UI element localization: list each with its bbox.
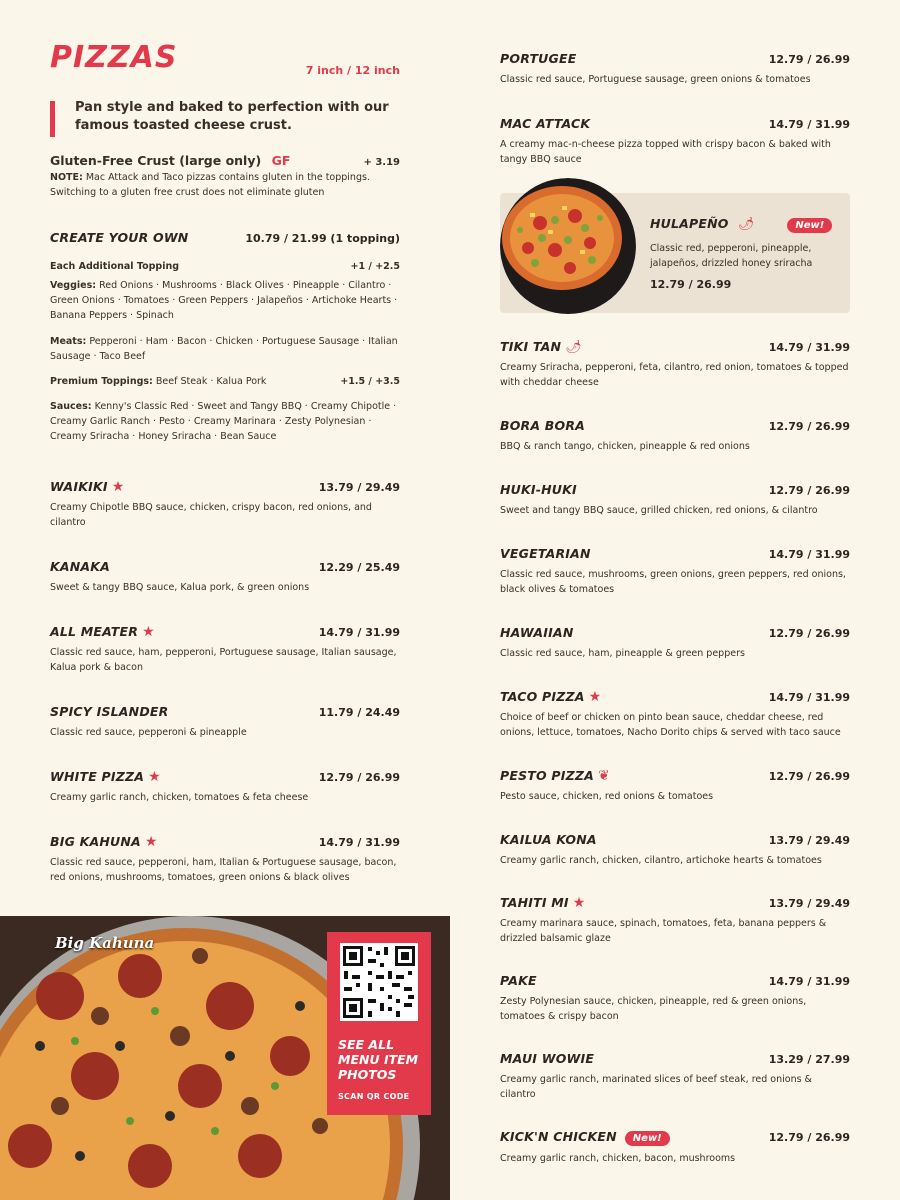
gluten-free-label-wrap [50,153,290,168]
menu-item-name: HAWAIIAN [500,625,574,640]
gluten-free-price: + 3.19 [363,157,400,168]
star-icon: ★ [142,624,155,640]
menu-item-title-wrap [50,766,161,785]
menu-item-title-wrap [500,765,610,784]
menu-item [500,765,850,804]
menu-item [500,970,850,1024]
scan-qr-label: SCAN QR CODE [338,1092,410,1101]
featured-price: 12.79 / 26.99 [650,278,732,291]
menu-item-title-wrap [500,113,590,132]
menu-item-name: BIG KAHUNA [50,834,141,849]
menu-item-price: 12.79 / 26.99 [768,420,850,433]
menu-item-header [50,556,400,575]
menu-item-price: 12.79 / 26.99 [768,627,850,640]
premium-row [50,374,400,389]
menu-item-name: TAHITI MI [500,895,569,910]
menu-item-name: VEGETARIAN [500,546,591,561]
menu-item-name: KICK'N CHICKEN [500,1129,617,1144]
menu-item-title-wrap [500,622,574,641]
menu-item-price: 12.79 / 26.99 [768,1131,850,1144]
menu-item-name: BORA BORA [500,418,586,433]
premium-wrap [50,374,266,389]
menu-item-header [500,415,850,434]
menu-item-name: TACO PIZZA [500,689,585,704]
menu-item-price: 14.79 / 31.99 [318,836,400,849]
menu-item [50,476,400,530]
menu-item [500,543,850,597]
menu-item [50,831,400,885]
menu-item-title-wrap [500,829,597,848]
menu-item-title-wrap [50,701,169,720]
menu-item [500,829,850,868]
sauces-list [50,399,400,444]
gluten-free-note [50,170,400,200]
menu-item [50,701,400,740]
menu-item [50,556,400,595]
qr-cta-text[interactable]: SEE ALL MENU ITEM PHOTOS [338,1037,419,1082]
menu-item [500,686,850,740]
menu-item-header [500,892,850,911]
star-icon: ★ [588,689,602,705]
menu-item [500,479,850,518]
chili-pepper-icon: 🌶 [565,340,582,355]
menu-item-price: 12.79 / 26.99 [318,771,400,784]
menu-item-header [500,1126,850,1146]
intro-text: Pan style and baked to perfection with our famous toasted cheese crust. [75,100,389,133]
menu-item [50,766,400,805]
sauces-label: Sauces: [50,401,92,412]
menu-item [500,336,850,390]
meats-text: Pepperoni · Ham · Bacon · Chicken · Portuguese Sausage · Italian Sausage · Taco Beef [50,336,398,362]
menu-item-desc: Classic red sauce, ham, pepperoni, Portuguese sausage, Italian sausage, Kalua pork & bacon [50,647,397,673]
meats-list [50,334,400,364]
menu-item-desc: BBQ & ranch tango, chicken, pineapple & red onions [500,441,750,452]
menu-item-header [50,476,400,495]
gf-tag: GF [271,153,291,168]
featured-body [650,213,845,291]
featured-pizza-image [500,178,636,314]
menu-item-name: HUKI-HUKI [500,482,577,497]
menu-item-name: WHITE PIZZA [50,769,145,784]
menu-item-price: 13.79 / 29.49 [768,897,850,910]
menu-item [500,1048,850,1102]
additional-topping-price: +1 / +2.5 [350,261,400,272]
chili-pepper-icon: 🌶 [737,217,755,232]
premium-price: +1.5 / +3.5 [340,376,400,387]
star-icon: ★ [144,834,158,850]
menu-item-title-wrap [500,336,582,355]
menu-item [500,622,850,661]
menu-item-price: 14.79 / 31.99 [768,341,850,354]
note-text: Mac Attack and Taco pizzas contains gluten in the toppings. Switching to a gluten free crust does not eliminate gluten [50,172,370,198]
menu-item-title-wrap [500,1126,670,1146]
size-legend: 7 inch / 12 inch [305,64,400,77]
menu-item-name: MAUI WOWIE [500,1051,595,1066]
menu-item-desc: Classic red sauce, Portuguese sausage, green onions & tomatoes [500,74,811,85]
menu-item-desc: Classic red sauce, pepperoni & pineapple [50,727,247,738]
menu-item-header [500,765,850,784]
star-icon: ★ [572,895,586,911]
menu-item-header [500,1048,850,1067]
menu-item-header [50,701,400,720]
vegetarian-leaf-icon: ❦ [598,768,610,784]
menu-item-name: ALL MEATER [50,624,139,639]
photo-caption: Big Kahuna [55,934,155,952]
featured-name: HULAPEÑO [650,216,729,231]
menu-item-header [500,113,850,132]
menu-item-name: MAC ATTACK [500,116,591,131]
menu-item-name: TIKI TAN [500,339,562,354]
menu-item-title-wrap [500,970,537,989]
premium-label: Premium Toppings: [50,376,153,387]
qr-code-icon[interactable] [340,943,418,1021]
note-label: NOTE: [50,172,83,183]
page-title: PIZZAS [50,40,178,75]
new-badge: New! [625,1131,670,1146]
menu-item-header [500,686,850,705]
menu-item [500,113,850,167]
menu-item-desc: Classic red sauce, pepperoni, ham, Italian & Portuguese sausage, bacon, red onions, mushrooms, tomatoes, green onions & black olives [50,857,397,883]
menu-item-header [500,479,850,498]
menu-item-desc: Creamy marinara sauce, spinach, tomatoes, feta, banana peppers & drizzled balsamic glaze [500,918,827,944]
menu-item-desc: Creamy garlic ranch, chicken, bacon, mushrooms [500,1153,736,1164]
menu-item-header [50,621,400,640]
menu-item-name: WAIKIKI [50,479,108,494]
veggies-label: Veggies: [50,280,97,291]
menu-item-desc: Zesty Polynesian sauce, chicken, pineapple, red & green onions, tomatoes & crispy bacon [500,996,807,1022]
menu-item-desc: Classic red sauce, mushrooms, green onions, green peppers, red onions, black olives & tomatoes [500,569,846,595]
new-badge: New! [787,218,832,233]
menu-item-header [500,48,850,67]
menu-item-title-wrap [500,415,585,434]
left-menu-items [50,476,400,885]
menu-item-title-wrap [50,476,124,495]
right-top-items [500,0,850,167]
menu-item-price: 14.79 / 31.99 [318,626,400,639]
menu-item-name: KAILUA KONA [500,832,597,847]
menu-item [500,415,850,454]
veggies-list [50,278,400,323]
menu-item-price: 14.79 / 31.99 [768,118,850,131]
menu-item [500,892,850,946]
menu-item-desc: Classic red sauce, ham, pineapple & green peppers [500,648,745,659]
menu-item [500,48,850,87]
menu-item [500,1126,850,1166]
sauces-text: Kenny's Classic Red · Sweet and Tangy BBQ · Creamy Chipotle · Creamy Garlic Ranch · Pesto · Creamy Marinara · Zesty Polynesian · Creamy Sriracha · Honey Sriracha · Bean Sauce [50,401,397,442]
additional-topping-label: Each Additional Topping [50,261,180,272]
menu-item-title-wrap [500,479,577,498]
featured-desc: Classic red, pepperoni, pineapple, jalapeños, drizzled honey sriracha [650,243,813,269]
menu-item-price: 12.79 / 26.99 [768,484,850,497]
menu-item-header [500,543,850,562]
menu-item-desc: Pesto sauce, chicken, red onions & tomatoes [500,791,714,802]
menu-item-name: PAKE [500,973,537,988]
menu-item-price: 12.29 / 25.49 [318,561,400,574]
menu-item-title-wrap [50,621,155,640]
featured-title-row [650,213,845,233]
menu-item-header [500,622,850,641]
gluten-free-label: Gluten-Free Crust (large only) [50,153,262,168]
menu-item-desc: Sweet & tangy BBQ sauce, Kalua pork, & green onions [50,582,310,593]
additional-topping-row [50,261,400,272]
menu-item-desc: Creamy garlic ranch, marinated slices of beef steak, red onions & cilantro [500,1074,812,1100]
menu-item-price: 11.79 / 24.49 [318,706,400,719]
intro-blurb [50,99,400,135]
menu-item-header [50,831,400,850]
menu-item-title-wrap [500,48,576,67]
menu-item-desc: Creamy Sriracha, pepperoni, feta, cilantro, red onion, tomatoes & topped with cheddar cheese [500,362,849,388]
right-menu-items [500,336,850,1166]
menu-item-price: 12.79 / 26.99 [768,53,850,66]
star-icon: ★ [148,769,161,785]
menu-item-price: 14.79 / 31.99 [768,691,850,704]
left-column [50,40,400,885]
create-your-own-title: CREATE YOUR OWN [50,230,189,245]
right-column [500,0,850,167]
menu-item-name: KANAKA [50,559,111,574]
gluten-free-row [50,153,400,168]
menu-item-title-wrap [500,892,585,911]
menu-item-desc: Sweet and tangy BBQ sauce, grilled chicken, red onions, & cilantro [500,505,818,516]
menu-item-title-wrap [500,686,601,705]
menu-item-desc: Creamy Chipotle BBQ sauce, chicken, crispy bacon, red onions, and cilantro [50,502,372,528]
menu-item-header [500,829,850,848]
create-your-own-price: 10.79 / 21.99 (1 topping) [245,232,400,245]
menu-item-price: 14.79 / 31.99 [768,548,850,561]
menu-item-name: PORTUGEE [500,51,577,66]
menu-item-price: 13.29 / 27.99 [768,1053,850,1066]
menu-item [50,621,400,675]
menu-item-price: 14.79 / 31.99 [768,975,850,988]
menu-item-desc: Creamy garlic ranch, chicken, tomatoes & feta cheese [50,792,309,803]
menu-item-header [50,766,400,785]
menu-item-name: PESTO PIZZA [500,768,595,783]
menu-item-title-wrap [500,1048,594,1067]
menu-item-header [500,970,850,989]
menu-item-desc: Creamy garlic ranch, chicken, cilantro, artichoke hearts & tomatoes [500,855,822,866]
menu-item-title-wrap [50,831,157,850]
menu-item-price: 13.79 / 29.49 [768,834,850,847]
premium-text: Beef Steak · Kalua Pork [155,376,267,387]
menu-item-title-wrap [500,543,591,562]
menu-item-desc: A creamy mac-n-cheese pizza topped with crispy bacon & baked with tangy BBQ sauce [500,139,831,165]
menu-item-price: 12.79 / 26.99 [768,770,850,783]
meats-label: Meats: [50,336,87,347]
menu-item-header [500,336,850,355]
accent-bar [50,101,55,137]
menu-item-name: SPICY ISLANDER [50,704,169,719]
menu-item-price: 13.79 / 29.49 [318,481,400,494]
menu-item-desc: Choice of beef or chicken on pinto bean sauce, cheddar cheese, red onions, lettuce, tomatoes, Nacho Dorito chips & served with taco sauce [500,712,841,738]
star-icon: ★ [111,479,125,495]
veggies-text: Red Onions · Mushrooms · Black Olives · Pineapple · Cilantro · Green Onions · Tomatoes · Green Peppers · Jalapeños · Artichoke Hearts · Banana Peppers · Spinach [50,280,398,321]
menu-item-title-wrap [50,556,110,575]
create-your-own-row [50,230,400,245]
